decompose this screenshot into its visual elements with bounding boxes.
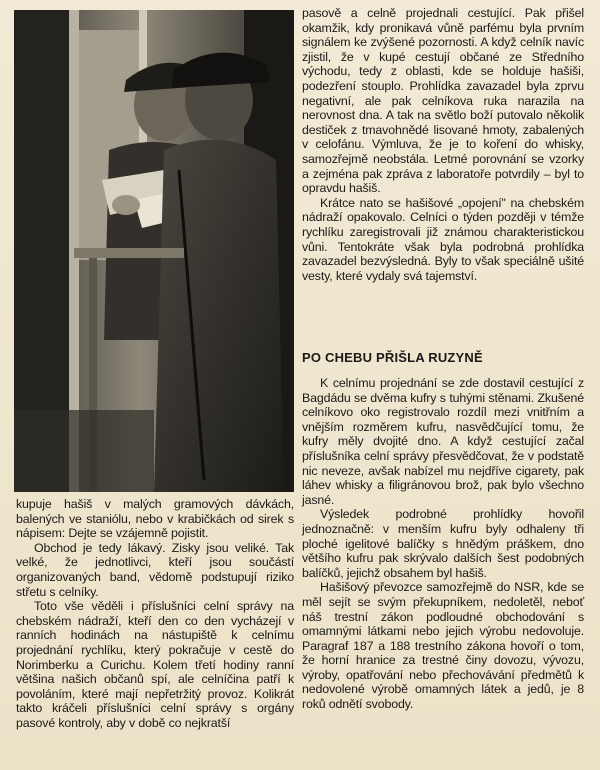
paragraph: Hašišový převozce samozřejmě do NSR, kde se měl sejít se svým překupníkem, nedoletěl, neboť náš trestní zákon podloudné obchodování s omamnými látkami nebo jejich výrobu nedovoluje. Paragraf 187 a 188 trestního zákona hovoří o tom, že horní hranice za trestné činy dovozu, vývozu, výroby, opatřování nebo přechovávání předmětů k nedovolené výrobě omamných látek a jedů, je 8 roků odnětí svobody. — [302, 580, 584, 712]
paragraph: Toto vše věděli i příslušníci celní správy na chebském nádraží, kteří den co den vycházejí v ranních hodinách na nástupiště k celnímu projednání rychlíku, který pokračuje v cestě do Norimberku a Curichu. Kolem třetí hodiny ranní většina našich občanů spí, ale celníčina patří k povoláním, které mají nepřetržitý provoz. Kolikrát takto kráčeli příslušníci celní správy s orgány pasové kontroly, aby v době co nejkratší — [16, 599, 294, 730]
section-heading: PO CHEBU PŘIŠLA RUZYNĚ — [302, 350, 483, 365]
article-right-column-bottom — [302, 376, 584, 712]
paragraph: Výsledek podrobné prohlídky hovořil jednoznačně: v menším kufru byly odhaleny tři ploché igelitové balíčky s hnědým práškem, dno většího kufru pak skrývalo dalších šest podobných balíčků, jejichž obsahem byl hašiš. — [302, 507, 584, 580]
paragraph: kupuje hašiš v malých gramových dávkách, balených ve staniólu, nebo v krabičkách od sirek s nápisem: Dejte se vzájemně pojistit. — [16, 497, 294, 541]
photo-illustration — [14, 10, 294, 492]
paragraph: pasově a celně projednali cestující. Pak přišel okamžik, kdy pronikavá vůně parfému byla prvním signálem ke zvýšené pozornosti. A když celník navíc zjistil, že v kupé cestují občané ze Středního východu, tedy z oblasti, kde se holduje hašiši, podezření stouplo. Prohlídka zavazadel byla zprvu negativní, ale pak celníkova ruka narazila na nerovnost dna. A tak na světlo boží putovalo několik destiček z tmavohnědé lisované hmoty, zabalených v celofánu. Výmluva, že je to koření do whisky, samozřejmě neobstála. Letmé porovnání se vzorky a zejména pak zpráva z laboratoře potvrdily – byl to opravdu hašiš. — [302, 6, 584, 196]
paragraph: Krátce nato se hašišové „opojení" na chebském nádraží opakovalo. Celníci o týden později v témže rychlíku zaregistrovali již známou charakteristickou vůni. Tentokráte však byla podrobná prohlídka zavazadel bezvýsledná. Byly to však speciálně ušité vesty, které vydaly svá tajemství. — [302, 195, 584, 283]
paragraph: Obchod je tedy lákavý. Zisky jsou veliké. Tak velké, že jednotlivci, kteří jsou součástí organizovaných band, vědomě podstupují riziko střetu s celníky. — [16, 540, 294, 599]
customs-officers-photo — [14, 10, 294, 492]
article-right-column-top — [302, 6, 584, 283]
article-left-column — [16, 497, 294, 731]
paragraph: K celnímu projednání se zde dostavil cestující z Bagdádu se dvěma kufry s tuhými stěnami. Zkušené celníkovo oko registrovalo rozdíl mezi vnitřním a vnějším rozměrem kufru, nasvědčující tomu, že kufry měly dvojité dno. A když cestující začal příslušníka celní správy přesvědčovat, že v podstatě nic neveze, avšak nabízel mu nejdříve cigarety, pak láhev whisky a filigránovou brož, pak bylo všechno jasné. — [302, 376, 584, 507]
